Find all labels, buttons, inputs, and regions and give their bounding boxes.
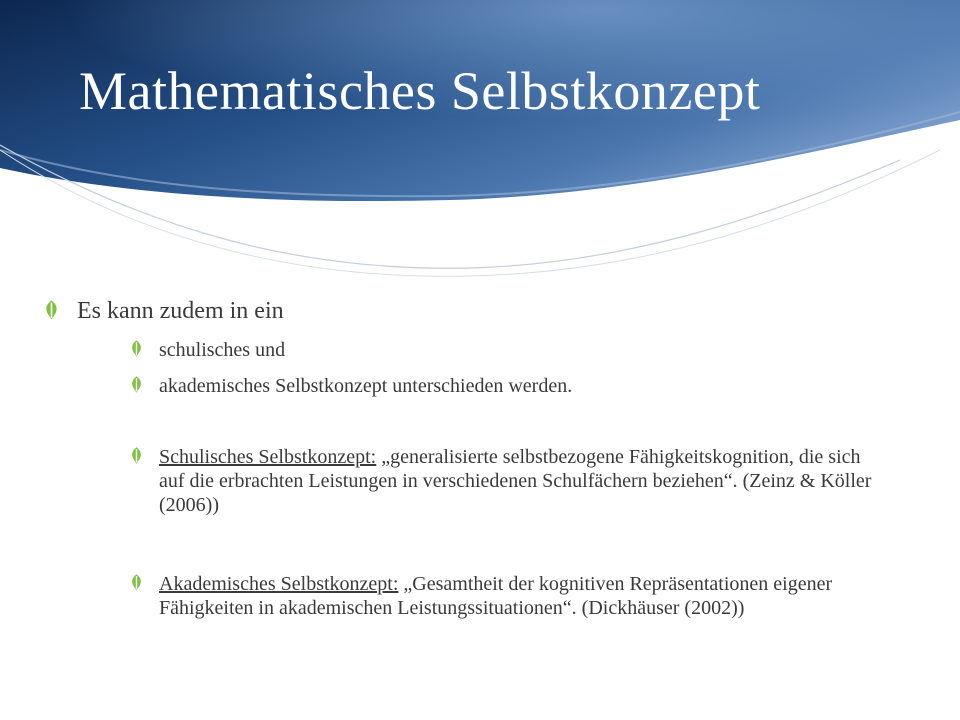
bullet-text: schulisches und [159, 339, 286, 361]
slide-title: Mathematisches Selbstkonzept [79, 61, 761, 121]
bullet-text: Es kann zudem in ein [77, 298, 284, 324]
definition-text: „Gesamtheit der kognitiven Repräsentationen eigener Fähigkeiten in akademischen Leistungssituationen“. (Dickhäuser (2002)) [159, 573, 833, 619]
bullet-text: akademisches Selbstkonzept unterschieden werden. [159, 375, 573, 397]
leaf-icon [130, 447, 143, 464]
term-label: Schulisches Selbstkonzept: [159, 446, 377, 468]
definition-text: „generalisierte selbstbezogene Fähigkeitskognition, die sich auf die erbrachten Leistungen in verschiedenen Schulfächern beziehen“. (Zeinz & Köller (2006)) [159, 446, 872, 516]
definition-akademisch [159, 572, 889, 620]
header-wave-background [0, 0, 960, 290]
leaf-icon [130, 340, 143, 357]
leaf-icon [130, 574, 143, 591]
term-label: Akademisches Selbstkonzept: [159, 573, 399, 595]
leaf-icon [130, 376, 143, 393]
definition-schulisch [159, 445, 889, 517]
leaf-icon [44, 300, 59, 320]
